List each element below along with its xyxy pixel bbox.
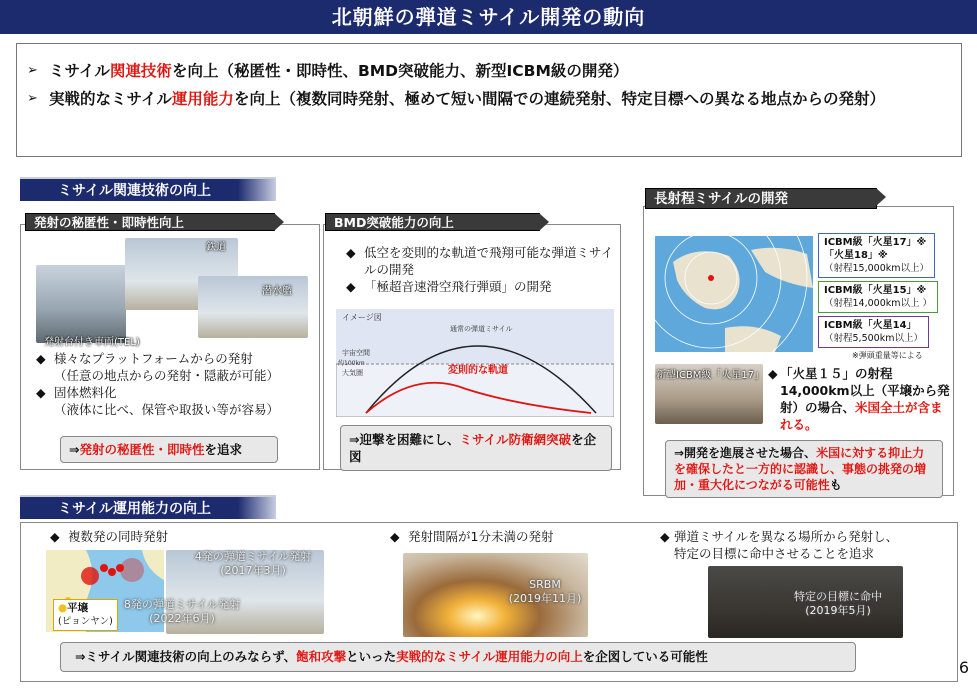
bullet-text: 弾道ミサイルを異なる場所から発射し、 (674, 529, 899, 544)
callout-highlight: 発射の秘匿性・即時性 (79, 442, 205, 457)
caption-line: (2022年6月) (149, 612, 215, 625)
bullet-subtext: （任意の地点からの発射・隠蔽が可能） (54, 368, 280, 383)
tag-line: ICBM級「火星14」 (824, 320, 917, 331)
atmosphere-label: 大気圏 (342, 369, 363, 377)
callout-text: を企図 (349, 432, 597, 464)
callout-highlight: ミサイル防衛網突破 (459, 432, 572, 447)
section-header-operation: ミサイル運用能力の向上 (20, 495, 276, 519)
icbm-photo-caption: 新型ICBM級「火星17」 (656, 370, 765, 381)
concealment-bullets (36, 350, 316, 418)
diamond-bullet-icon: ◆ (660, 529, 670, 544)
summary-highlight: 運用能力 (171, 90, 234, 108)
summary-item (27, 88, 947, 110)
caption-line: 8発の弾道ミサイル発射 (123, 598, 241, 611)
callout-highlight: 実戦的なミサイル運用能力の向上 (396, 649, 583, 664)
normal-label: 通常の弾道ミサイル (450, 325, 513, 333)
bullet-text: 低空を変則的な軌道で飛翔可能な弾道ミサイルの開発 (364, 245, 614, 277)
operation-callout (60, 642, 856, 672)
pyongyang-label-box (53, 599, 118, 631)
summary-text: を向上（複数同時発射、極めて短い間隔での連続発射、特定目標への異なる地点からの発射） (233, 90, 885, 108)
callout-highlight: 事態の挑発の増加・重大化につながる可能性 (674, 462, 927, 492)
diamond-bullet-icon: ◆ (768, 366, 778, 381)
pyongyang-sub: (ピョンヤン) (58, 616, 113, 627)
altitude-label: 約100km (338, 360, 365, 367)
space-label: 宇宙空間 (342, 349, 370, 357)
bullet-subtext: （液体に比べ、保管や取扱い等が容易） (54, 402, 280, 417)
range-text-highlight: 米国全土が含まれる。 (780, 400, 943, 432)
diamond-bullet-icon: ◆ (390, 529, 400, 544)
target-hit-caption (778, 590, 898, 618)
op-col1-head (50, 528, 168, 545)
op-col2-head (390, 528, 553, 545)
arrow-bullet-icon: ➢ (27, 63, 38, 78)
bmd-bullets (346, 244, 616, 295)
summary-text: 実戦的なミサイル (49, 90, 172, 108)
panel-long-range-title: 長射程ミサイルの開発 (645, 188, 877, 209)
bullet-text: 固体燃料化 (54, 385, 117, 400)
callout-text: ⇒ (69, 442, 80, 457)
page-number: 6 (958, 658, 969, 677)
bullet-text: 発射間隔が1分未満の発射 (408, 529, 554, 544)
tag-sub: （射程15,000km以上） (824, 263, 929, 274)
range-text-body: 「火星１５」の射程14,000km以上（平壌から発射）の場合、 (780, 366, 950, 415)
callout-text: も (829, 478, 842, 492)
diamond-bullet-icon: ◆ (346, 245, 356, 260)
callout-text: ⇒ミサイル関連技術の向上のみならず、 (75, 649, 297, 664)
diamond-bullet-icon: ◆ (36, 351, 46, 366)
pyongyang-label: 平壌 (67, 602, 89, 614)
panel-concealment-title: 発射の秘匿性・即時性向上 (25, 213, 275, 231)
callout-highlight: 飽和攻撃 (296, 649, 347, 664)
diamond-bullet-icon: ◆ (36, 385, 46, 400)
panel-bmd-title: BMD突破能力の向上 (325, 213, 540, 231)
long-range-callout (665, 440, 943, 498)
trajectory-diagram (336, 309, 614, 417)
callout-text: ⇒迎撃を困難にし、 (349, 432, 460, 447)
concealment-callout (60, 436, 278, 463)
bullet-text: 様々なプラットフォームからの発射 (54, 351, 253, 366)
diamond-bullet-icon: ◆ (50, 529, 60, 544)
range-text (768, 365, 952, 433)
srbm-caption (500, 578, 590, 606)
summary-text: ミサイル (49, 62, 110, 80)
sub-label: 潜水艦 (262, 286, 292, 297)
diagram-label: イメージ図 (342, 313, 382, 322)
summary-box (16, 43, 962, 157)
caption-line: SRBM (529, 578, 561, 591)
caption-line: (2017年3月) (220, 564, 286, 577)
tag-sub: （射程5,500km以上） (824, 333, 923, 344)
rail-label: 鉄道 (206, 242, 226, 253)
tel-launch-photo (36, 265, 126, 343)
page-title: 北朝鮮の弾道ミサイル開発の動向 (0, 0, 977, 34)
range-tag-hwasong14 (818, 316, 929, 348)
summary-highlight: 関連技術 (109, 62, 172, 80)
map-note: ※弾頭重量等による (852, 351, 923, 360)
bmd-callout (340, 425, 612, 471)
bullet-text: 特定の目標に命中させることを追求 (674, 546, 875, 561)
tag-line: ICBM級「火星17」※ (824, 237, 927, 248)
callout-text: を追求 (204, 442, 243, 457)
caption-line: (2019年11月) (508, 592, 582, 605)
caption-line: 4発の弾道ミサイル発射 (194, 550, 312, 563)
irregular-label: 変則的な軌道 (448, 365, 508, 376)
tag-sub: （射程14,000km以上 ） (824, 298, 933, 309)
range-tag-hwasong15 (818, 281, 938, 313)
summary-text: を向上（秘匿性・即時性、BMD突破能力、新型ICBM級の開発） (171, 62, 629, 80)
arrow-bullet-icon: ➢ (27, 91, 38, 106)
callout-highlight: 米国に対する抑止力を確保したと一方的に認識し、 (674, 446, 925, 476)
range-map (655, 236, 813, 352)
callout-text: といった (346, 649, 397, 664)
salvo-caption-2017 (188, 550, 318, 578)
tag-line: 「火星18」※ (824, 250, 888, 261)
caption-line: 特定の目標に命中 (794, 590, 882, 603)
tag-line: ICBM級「火星15」※ (824, 285, 927, 296)
salvo-caption-2022 (112, 598, 252, 626)
bullet-text: 複数発の同時発射 (68, 529, 169, 544)
pyongyang-dot-icon: ● (58, 602, 68, 614)
caption-line: (2019年5月) (805, 604, 871, 617)
bullet-text: 「極超音速滑空飛行弾頭」の開発 (364, 279, 552, 294)
tel-label: 発射台付き車両(TEL) (44, 337, 140, 348)
op-col3-head (660, 528, 950, 562)
callout-text: ⇒開発を進展させた場合、 (674, 446, 817, 460)
diamond-bullet-icon: ◆ (346, 279, 356, 294)
callout-text: を企図している可能性 (582, 649, 708, 664)
summary-item (27, 60, 947, 82)
range-tag-hwasong17 (818, 233, 935, 278)
section-header-tech: ミサイル関連技術の向上 (20, 177, 276, 201)
